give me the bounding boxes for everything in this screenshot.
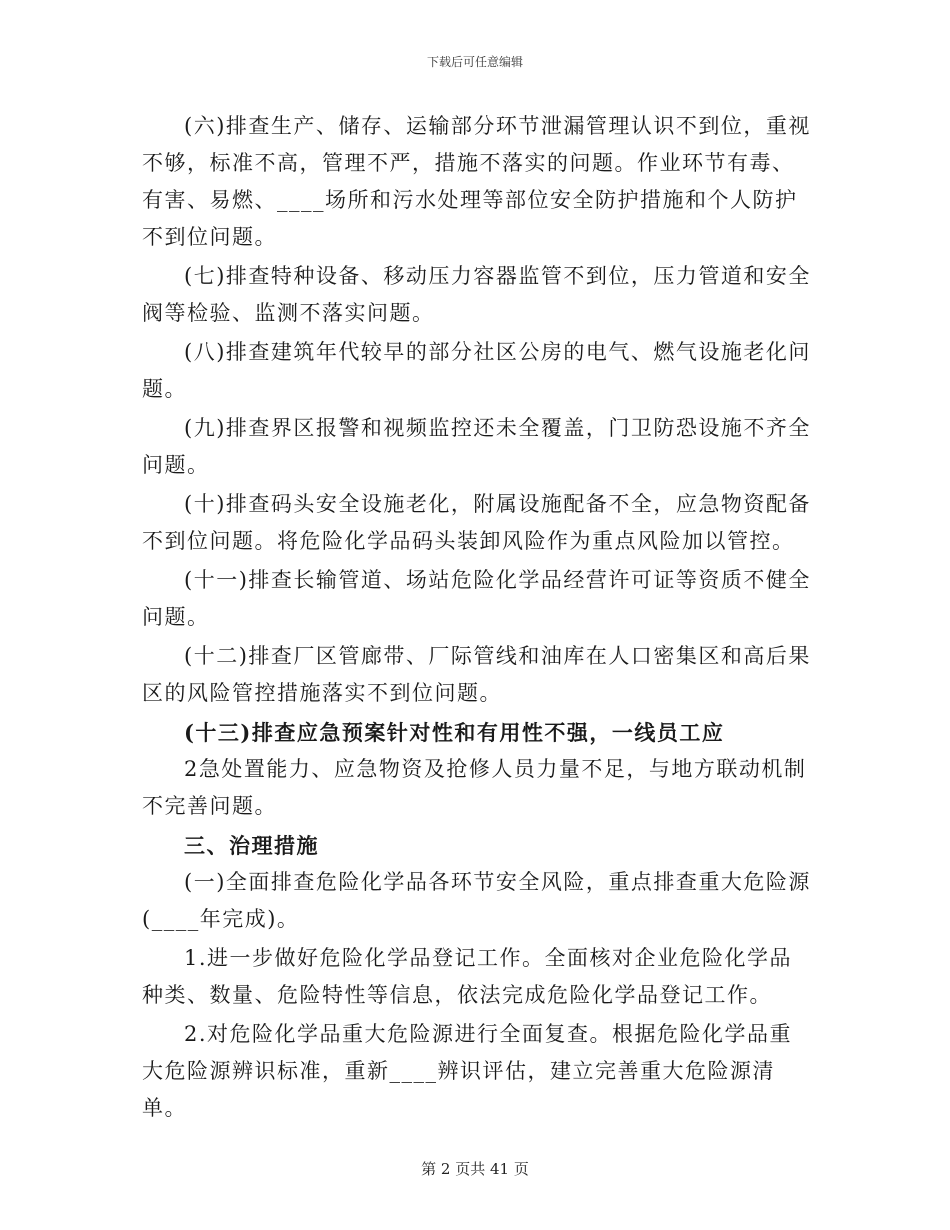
paragraph-8: (八)排查建筑年代较早的部分社区公房的电气、燃气设施老化问题。 <box>142 340 811 401</box>
page-header: 下载后可任意编辑 <box>426 55 523 69</box>
measure-1-item-1: 1.进一步做好危险化学品登记工作。全面核对企业危险化学品种类、数量、危险特性等信息，依法完成危险化学品登记工作。 <box>142 946 793 1007</box>
measure-1: (一)全面排查危险化学品各环节安全风险，重点排查重大危险源(____年完成)。 <box>142 870 811 931</box>
paragraph-9: (九)排查界区报警和视频监控还未全覆盖，门卫防恐设施不齐全问题。 <box>142 416 811 477</box>
paragraph-11: (十一)排查长输管道、场站危险化学品经营许可证等资质不健全问题。 <box>142 568 811 629</box>
page-footer: 第 2 页共 41 页 <box>421 1160 529 1178</box>
section-heading-measures: 三、治理措施 <box>184 833 319 858</box>
paragraph-12: (十二)排查厂区管廊带、厂际管线和油库在人口密集区和高后果区的风险管控措施落实不到位问题。 <box>142 644 811 705</box>
paragraph-7: (七)排查特种设备、移动压力容器监管不到位，压力管道和安全阀等检验、监测不落实问题。 <box>142 264 811 325</box>
paragraph-13: (十三)排查应急预案针对性和有用性不强，一线员工应 <box>184 720 725 745</box>
paragraph-10: (十)排查码头安全设施老化，附属设施配备不全，应急物资配备不到位问题。将危险化学品码头装卸风险作为重点风险加以管控。 <box>142 492 811 553</box>
paragraph-6: (六)排查生产、储存、运输部分环节泄漏管理认识不到位，重视不够，标准不高，管理不严，措施不落实的问题。作业环节有毒、有害、易燃、____场所和污水处理等部位安全防护措施和个人防护不到位问题。 <box>142 114 811 249</box>
paragraph-13-continued: 2急处置能力、应急物资及抢修人员力量不足，与地方联动机制不完善问题。 <box>142 757 807 818</box>
document-body <box>142 108 814 1127</box>
measure-1-item-2: 2.对危险化学品重大危险源进行全面复查。根据危险化学品重大危险源辨识标准，重新____辨识评估，建立完善重大危险源清单。 <box>142 1022 793 1120</box>
